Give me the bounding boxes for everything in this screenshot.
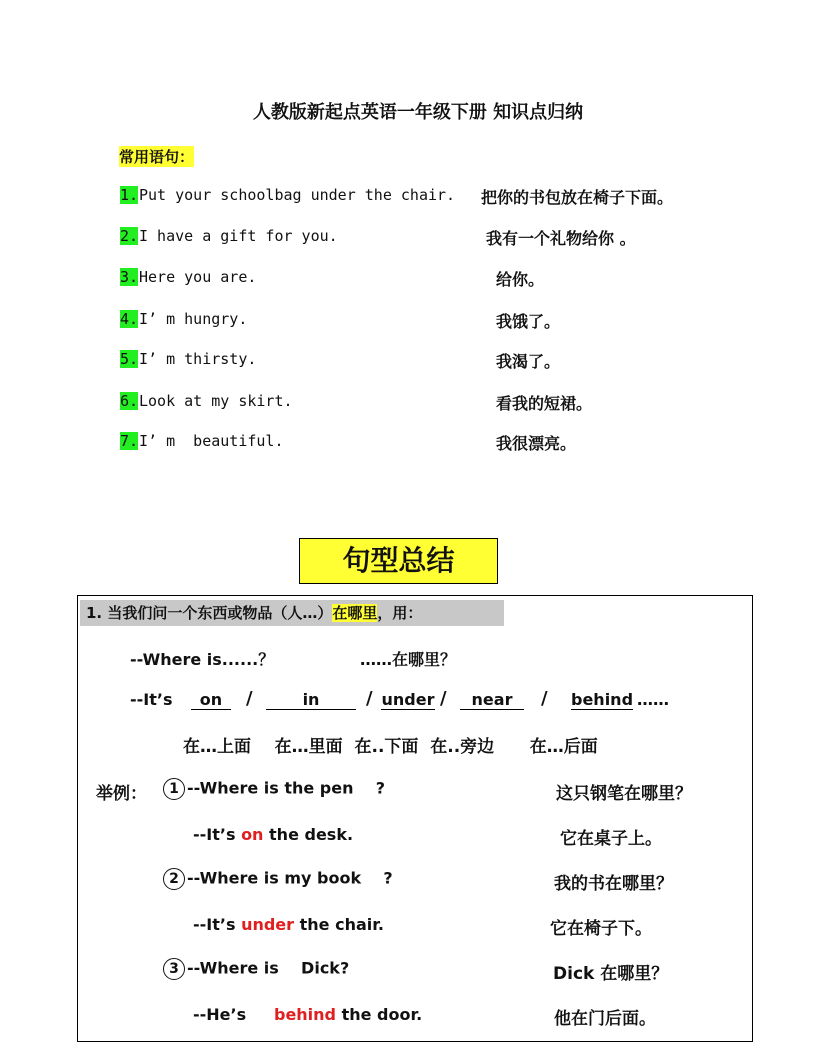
example-answer-start: --It’s <box>193 915 242 934</box>
sentence-chinese: 我有一个礼物给你 。 <box>486 229 636 248</box>
slash: / <box>366 688 373 709</box>
example-answer-end: the desk. <box>263 825 354 844</box>
slash: / <box>440 688 447 709</box>
slash: / <box>246 688 253 709</box>
example-answer-start: --It’s <box>193 825 242 844</box>
preposition-under: under <box>381 690 435 709</box>
pattern-answer-suffix: …… <box>637 690 669 709</box>
example-question <box>163 868 393 890</box>
sentence-english: I’ m hungry. <box>139 310 248 328</box>
sentence-number: 3. <box>120 268 139 286</box>
example-question-chinese: Dick 在哪里？ <box>553 964 669 984</box>
example-question-text: --Where is my book ? <box>187 868 393 888</box>
pattern-question-chinese: ……在哪里？ <box>360 650 457 669</box>
example-question-text: --Where is Dick? <box>187 958 350 978</box>
sentence-english: Here you are. <box>139 268 257 286</box>
sentence-english: I’ m beautiful. <box>139 432 284 450</box>
preposition-on: on <box>191 690 231 710</box>
sentence-english: Put your schoolbag under the chair. <box>139 186 456 204</box>
sentence-number: 6. <box>120 392 139 410</box>
slash: / <box>541 688 548 709</box>
example-question-chinese: 我的书在哪里？ <box>554 874 673 894</box>
example-answer-chinese: 它在桌子上。 <box>560 829 662 849</box>
preposition-in: in <box>266 690 356 710</box>
example-question <box>163 958 349 980</box>
sentence-chinese: 给你。 <box>496 270 545 289</box>
sentence-chinese: 把你的书包放在椅子下面。 <box>481 188 674 207</box>
example-answer-preposition: behind <box>273 1005 337 1024</box>
circled-number: 2 <box>163 868 185 890</box>
example-answer-preposition: on <box>241 825 264 844</box>
sentence-number: 2. <box>120 227 139 245</box>
circled-number: 1 <box>163 778 185 800</box>
example-answer-end: the door. <box>336 1005 423 1024</box>
pattern-intro-text: 1. 当我们问一个东西或物品（人…） <box>86 604 333 622</box>
sentence-chinese: 我很漂亮。 <box>496 434 577 453</box>
sentence-number: 4. <box>120 310 139 328</box>
example-answer-chinese: 它在椅子下。 <box>550 919 652 939</box>
pattern-intro <box>80 600 504 626</box>
example-answer <box>193 1005 422 1024</box>
sentence-number: 7. <box>120 432 139 450</box>
pattern-intro-tail: ，用： <box>377 604 423 622</box>
example-answer <box>193 825 353 844</box>
section-heading: 句型总结 <box>299 538 498 584</box>
examples-label: 举例： <box>96 784 147 804</box>
sentence-english: Look at my skirt. <box>139 392 293 410</box>
preposition-behind: behind <box>571 690 634 709</box>
circled-number: 3 <box>163 958 185 980</box>
pattern-answer-prefix: --It’s <box>130 690 173 709</box>
example-answer <box>193 915 384 934</box>
example-answer-chinese: 他在门后面。 <box>554 1009 656 1029</box>
sentence-number: 1. <box>120 186 139 204</box>
sentence-english: I have a gift for you. <box>139 227 338 245</box>
sentence-chinese: 看我的短裙。 <box>496 394 593 413</box>
example-question-text: --Where is the pen ? <box>187 778 386 798</box>
preposition-near: near <box>460 690 524 710</box>
sentence-english: I’ m thirsty. <box>139 350 257 368</box>
pattern-question: --Where is......？ <box>130 650 275 669</box>
example-answer-end: the chair. <box>294 915 384 934</box>
page-title: 人教版新起点英语一年级下册 知识点归纳 <box>252 102 584 123</box>
common-sentences-label: 常用语句： <box>119 148 195 166</box>
example-question-chinese: 这只钢笔在哪里？ <box>556 784 692 804</box>
example-question <box>163 778 385 800</box>
example-answer-start: --He’s <box>193 1005 274 1024</box>
pattern-intro-highlight: 在哪里 <box>332 604 378 622</box>
preposition-meanings: 在…上面 在…里面 在..下面 在..旁边 在…后面 <box>183 737 598 757</box>
example-answer-preposition: under <box>241 915 295 934</box>
sentence-chinese: 我渴了。 <box>496 352 561 371</box>
sentence-chinese: 我饿了。 <box>496 312 561 331</box>
sentence-number: 5. <box>120 350 139 368</box>
